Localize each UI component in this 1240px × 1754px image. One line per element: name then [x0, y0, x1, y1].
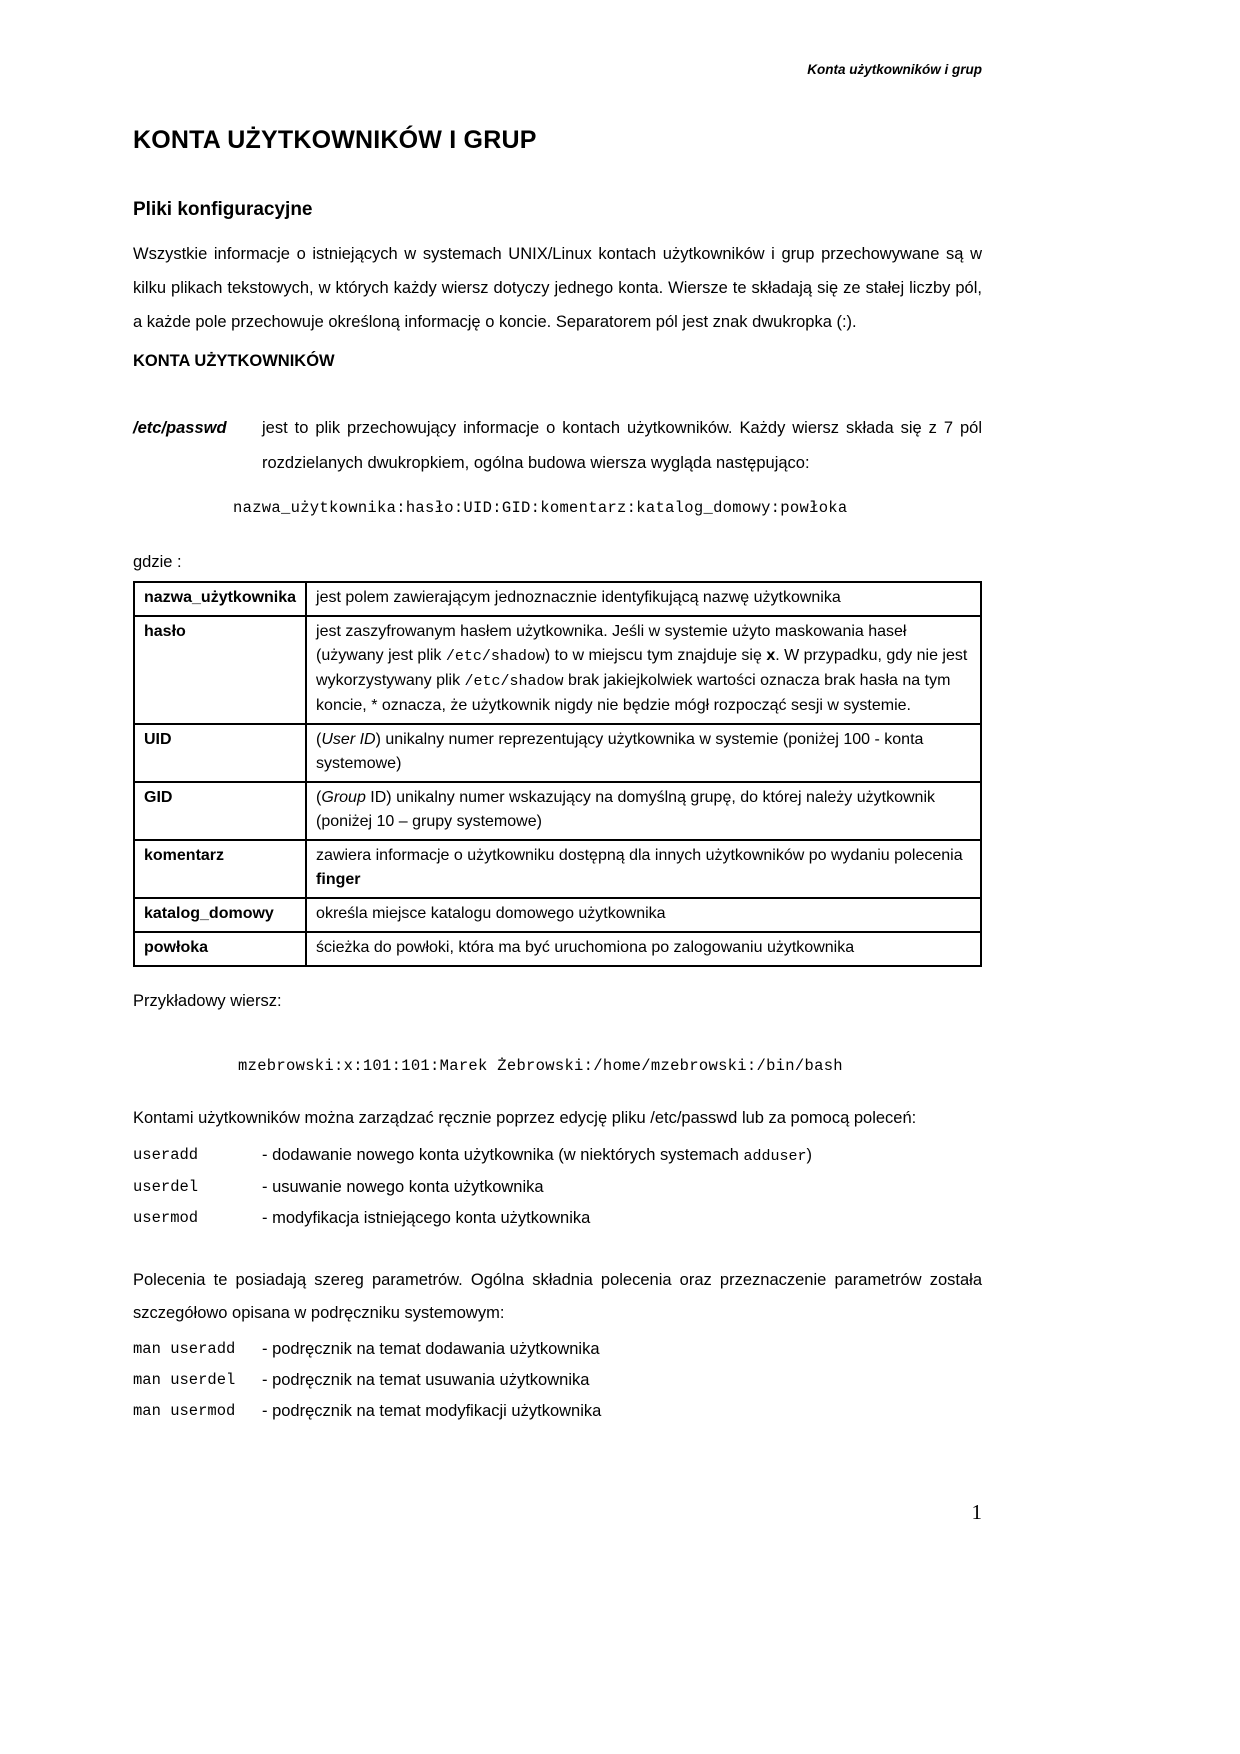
field-desc: zawiera informacje o użytkowniku dostępną dla innych użytkowników po wydaniu polecenia finger	[306, 840, 981, 898]
command-name: useradd	[133, 1146, 199, 1164]
running-header: Konta użytkowników i grup	[807, 62, 982, 77]
table-row	[134, 582, 981, 616]
man-command: man userdel	[133, 1371, 236, 1389]
field-desc: jest polem zawierającym jednoznacznie identyfikującą nazwę użytkownika	[306, 582, 981, 616]
field-term: katalog_domowy	[134, 898, 306, 932]
page-content	[133, 0, 982, 1427]
man-command: man usermod	[133, 1402, 236, 1420]
field-desc: określa miejsce katalogu domowego użytkownika	[306, 898, 981, 932]
commands-intro: Kontami użytkowników można zarządzać ręcznie poprzez edycję pliku /etc/passwd lub za pomocą poleceń:	[133, 1109, 917, 1127]
table-row	[134, 616, 981, 724]
field-term: powłoka	[134, 932, 306, 966]
definition-row	[133, 411, 982, 481]
inline-code: /etc/shadow	[445, 648, 545, 665]
command-item	[133, 1140, 982, 1172]
man-desc: - podręcznik na temat dodawania użytkownika	[262, 1340, 600, 1358]
table-row	[134, 724, 981, 782]
table-row	[134, 898, 981, 932]
command-name: userdel	[133, 1178, 199, 1196]
definition-term: /etc/passwd	[133, 419, 227, 437]
table-row	[134, 932, 981, 966]
field-desc: ścieżka do powłoki, która ma być uruchomiona po zalogowaniu użytkownika	[306, 932, 981, 966]
man-desc: - podręcznik na temat usuwania użytkownika	[262, 1371, 590, 1389]
commands-list	[133, 1140, 982, 1234]
command-name: usermod	[133, 1209, 199, 1227]
man-item	[133, 1365, 982, 1396]
definition-text: jest to plik przechowujący informacje o kontach użytkowników. Każdy wiersz składa się z 7 pól rozdzielanych dwukropkiem, ogólna budowa wiersza wygląda następująco:	[262, 419, 982, 472]
manual-intro: Polecenia te posiadają szereg parametrów. Ogólna składnia polecenia oraz przeznaczenie parametrów została szczegółowo opisana w podręczniku systemowym:	[133, 1271, 982, 1322]
man-item	[133, 1334, 982, 1365]
fields-table	[133, 581, 982, 967]
command-desc: - usuwanie nowego konta użytkownika	[262, 1178, 544, 1196]
inline-code: /etc/shadow	[464, 673, 564, 690]
page-title: KONTA UŻYTKOWNIKÓW I GRUP	[133, 126, 537, 154]
field-desc: (Group ID) unikalny numer wskazujący na domyślną grupę, do której należy użytkownik (poniżej 10 – grupy systemowe)	[306, 782, 981, 840]
command-desc: - modyfikacja istniejącego konta użytkownika	[262, 1209, 591, 1227]
man-item	[133, 1396, 982, 1427]
example-code: mzebrowski:x:101:101:Marek Żebrowski:/home/mzebrowski:/bin/bash	[238, 1057, 843, 1075]
table-row	[134, 840, 981, 898]
field-term: nazwa_użytkownika	[134, 582, 306, 616]
where-label: gdzie :	[133, 553, 182, 571]
field-term: hasło	[134, 616, 306, 724]
field-term: GID	[134, 782, 306, 840]
command-desc: - dodawanie nowego konta użytkownika (w niektórych systemach adduser)	[262, 1146, 813, 1165]
section-heading-accounts: KONTA UŻYTKOWNIKÓW	[133, 352, 335, 370]
inline-code: adduser	[743, 1148, 807, 1165]
man-command: man useradd	[133, 1340, 236, 1358]
passwd-format-code: nazwa_użytkownika:hasło:UID:GID:komentarz:katalog_domowy:powłoka	[233, 499, 848, 517]
field-desc: (User ID) unikalny numer reprezentujący użytkownika w systemie (poniżej 100 - konta systemowe)	[306, 724, 981, 782]
manual-list	[133, 1334, 982, 1427]
section-heading-config: Pliki konfiguracyjne	[133, 199, 313, 220]
page-number: 1	[971, 1500, 982, 1524]
field-term: UID	[134, 724, 306, 782]
table-row	[134, 782, 981, 840]
command-item	[133, 1203, 982, 1234]
intro-paragraph: Wszystkie informacje o istniejących w systemach UNIX/Linux kontach użytkowników i grup przechowywane są w kilku plikach tekstowych, w których każdy wiersz dotyczy jednego konta. Wiersze te składają się ze stałej liczby pól, a każde pole przechowuje określoną informację o koncie. Separatorem pól jest znak dwukropka (:).	[133, 245, 982, 331]
field-term: komentarz	[134, 840, 306, 898]
man-desc: - podręcznik na temat modyfikacji użytkownika	[262, 1402, 602, 1420]
command-item	[133, 1172, 982, 1203]
example-label: Przykładowy wiersz:	[133, 992, 282, 1010]
field-desc: jest zaszyfrowanym hasłem użytkownika. Jeśli w systemie użyto maskowania haseł (używany jest plik /etc/shadow) to w miejscu tym znajduje się x. W przypadku, gdy nie jest wykorzystywany plik /etc/shadow brak jakiejkolwiek wartości oznacza brak hasła na tym koncie, * oznacza, że użytkownik nigdy nie będzie mógł rozpocząć sesji w systemie.	[306, 616, 981, 724]
